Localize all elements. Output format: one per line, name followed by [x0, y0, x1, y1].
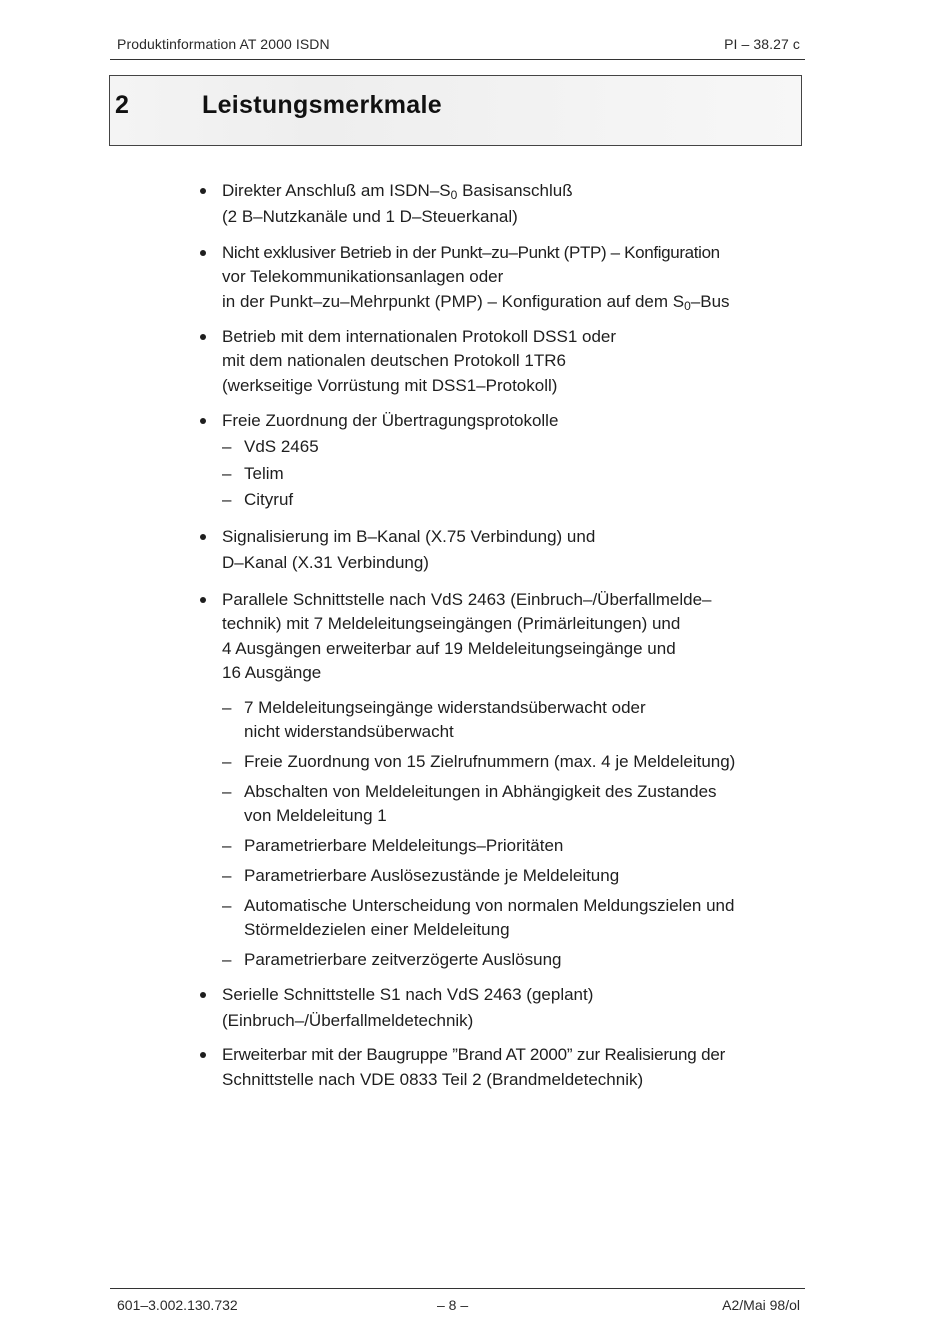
sub-item-line: Parametrierbare Meldeleitungs–Prioritäten — [244, 836, 564, 855]
dash-icon: – — [222, 490, 232, 509]
dash-icon: – — [222, 464, 232, 483]
footer-document-id: 601–3.002.130.732 — [117, 1297, 238, 1313]
feature-line: Betrieb mit dem internationalen Protokoll DSS1 oder — [222, 327, 617, 346]
feature-line: Erweiterbar mit der Baugruppe ”Brand AT 2000” zur Realisierung der — [222, 1045, 726, 1064]
feature-line: (2 B–Nutzkanäle und 1 D–Steuerkanal) — [222, 207, 518, 226]
dash-icon: – — [222, 698, 232, 717]
dash-icon: – — [222, 752, 232, 771]
section-number: 2 — [115, 91, 129, 119]
feature-line: vor Telekommunikationsanlagen oder — [222, 267, 504, 286]
footer-revision: A2/Mai 98/ol — [722, 1297, 800, 1313]
header-rule — [110, 59, 805, 60]
footer-rule — [110, 1288, 805, 1289]
sub-item-line: Parametrierbare zeitverzögerte Auslösung — [244, 950, 562, 969]
bullet-icon — [200, 418, 206, 424]
sub-item-line: VdS 2465 — [244, 437, 319, 456]
sub-item-line: Parametrierbare Auslösezustände je Meldeleitung — [244, 866, 620, 885]
sub-item-line: Telim — [244, 464, 284, 483]
feature-line: Schnittstelle nach VDE 0833 Teil 2 (Brandmeldetechnik) — [222, 1070, 644, 1089]
bullet-icon — [200, 1052, 206, 1058]
feature-line: Direkter Anschluß am ISDN–$S_0$ Basisanschluß — [222, 181, 573, 202]
header-document-number: PI – 38.27 c — [724, 36, 800, 52]
sub-item-line: nicht widerstandsüberwacht — [244, 722, 454, 741]
dash-icon: – — [222, 836, 232, 855]
subscript: 0 — [684, 299, 691, 313]
feature-line: Parallele Schnittstelle nach VdS 2463 (Einbruch–/Überfallmelde– — [222, 590, 712, 609]
dash-icon: – — [222, 896, 232, 915]
dash-icon: – — [222, 950, 232, 969]
bullet-icon — [200, 534, 206, 540]
bullet-icon — [200, 992, 206, 998]
dash-icon: – — [222, 782, 232, 801]
feature-line: D–Kanal (X.31 Verbindung) — [222, 553, 429, 572]
header-document-title: Produktinformation AT 2000 ISDN — [117, 36, 330, 52]
sub-item-line: von Meldeleitung 1 — [244, 806, 387, 825]
feature-line: Freie Zuordnung der Übertragungsprotokolle — [222, 411, 559, 430]
bullet-icon — [200, 597, 206, 603]
feature-line: (werkseitige Vorrüstung mit DSS1–Protokoll) — [222, 376, 558, 395]
sub-item-line: Abschalten von Meldeleitungen in Abhängigkeit des Zustandes — [244, 782, 717, 801]
dash-icon: – — [222, 437, 232, 456]
sub-item-line: Cityruf — [244, 490, 294, 509]
feature-line: 16 Ausgänge — [222, 663, 322, 682]
feature-line: (Einbruch–/Überfallmeldetechnik) — [222, 1011, 474, 1030]
feature-line: Signalisierung im B–Kanal (X.75 Verbindung) und — [222, 527, 596, 546]
bullet-icon — [200, 250, 206, 256]
sub-item-line: Automatische Unterscheidung von normalen Meldungszielen und — [244, 896, 735, 915]
dash-icon: – — [222, 866, 232, 885]
feature-line: 4 Ausgängen erweiterbar auf 19 Meldeleitungseingänge und — [222, 639, 676, 658]
sub-item-line: 7 Meldeleitungseingänge widerstandsüberwacht oder — [244, 698, 646, 717]
feature-line: mit dem nationalen deutschen Protokoll 1TR6 — [222, 351, 566, 370]
feature-line: technik) mit 7 Meldeleitungseingängen (Primärleitungen) und — [222, 614, 681, 633]
sub-item-line: Freie Zuordnung von 15 Zielrufnummern (max. 4 je Meldeleitung) — [244, 752, 736, 771]
section-title: Leistungsmerkmale — [202, 91, 442, 119]
feature-line: Serielle Schnittstelle S1 nach VdS 2463 (geplant) — [222, 985, 594, 1004]
feature-line: in der Punkt–zu–Mehrpunkt (PMP) – Konfiguration auf dem $S_0$–Bus — [222, 292, 730, 313]
bullet-icon — [200, 188, 206, 194]
page-number: – 8 – — [437, 1297, 469, 1313]
feature-line: Nicht exklusiver Betrieb in der Punkt–zu–Punkt (PTP) – Konfiguration — [222, 243, 720, 262]
sub-item-line: Störmeldezielen einer Meldeleitung — [244, 920, 510, 939]
subscript: 0 — [450, 188, 458, 202]
section-title-box — [109, 75, 802, 146]
bullet-icon — [200, 334, 206, 340]
